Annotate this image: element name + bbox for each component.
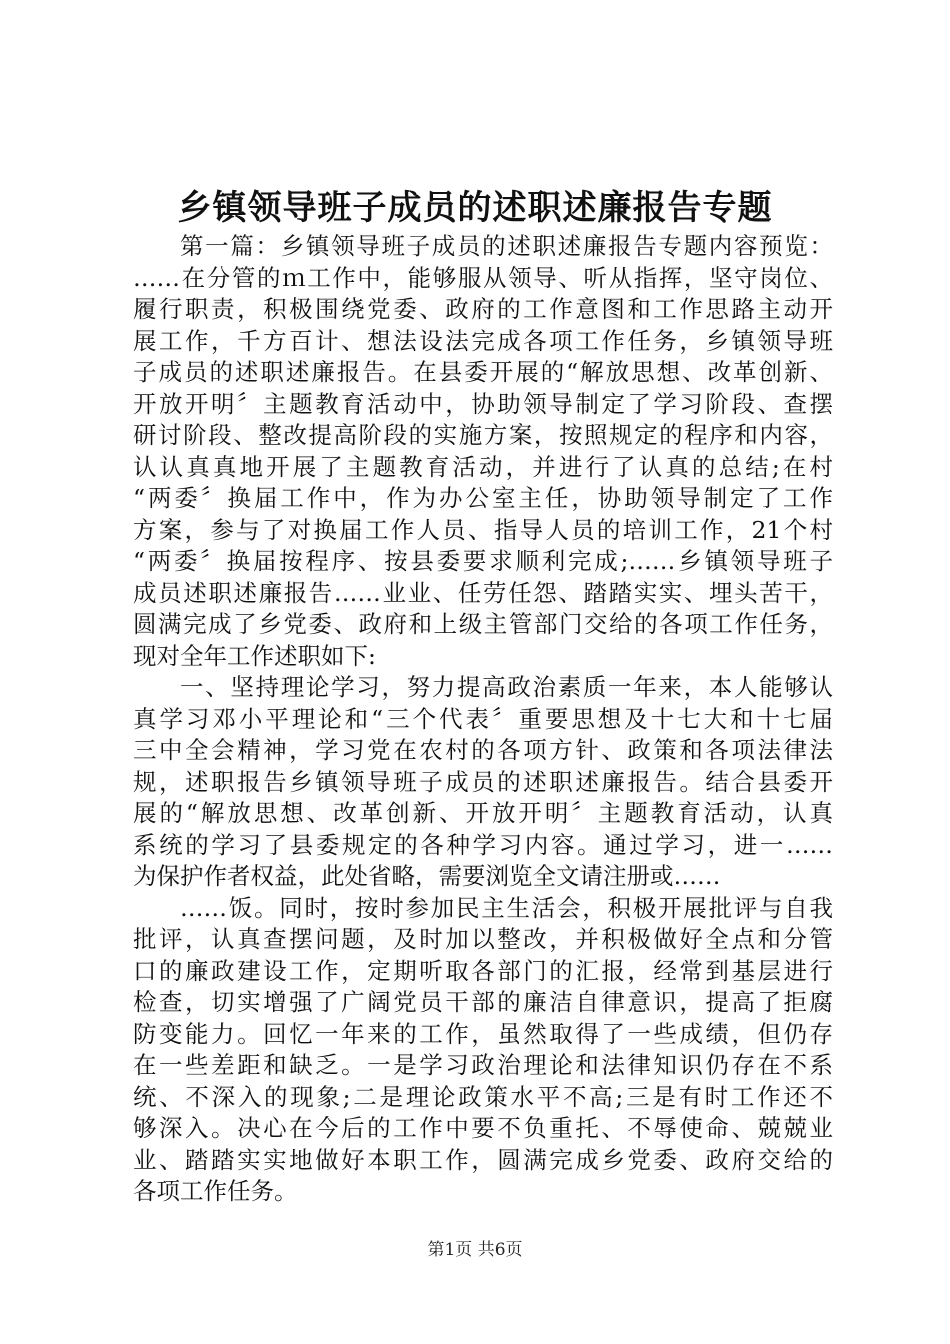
paragraph-line: 子成员的述职述廉报告。在县委开展的“解放思想、改革创新、 [133, 358, 833, 386]
paragraph-line: 成员述职述廉报告……业业、任劳任怨、踏踏实实、埋头苦干， [133, 578, 833, 607]
paragraph-line: 开放开明〞主题教育活动中，协助领导制定了学习阶段、查摆 [133, 389, 833, 418]
paragraph-line: 规，述职报告乡镇领导班子成员的述职述廉报告。结合县委开 [133, 767, 833, 796]
paragraph-line: 统、不深入的现象;二是理论政策水平不高;三是有时工作还不 [133, 1082, 833, 1111]
paragraph-line: 研讨阶段、整改提高阶段的实施方案，按照规定的程序和内容， [133, 421, 833, 449]
paragraph-line: 口的廉政建设工作，定期听取各部门的汇报，经常到基层进行 [133, 956, 833, 985]
paragraph-line: 认认真真地开展了主题教育活动，并进行了认真的总结;在村 [133, 452, 833, 481]
paragraph-line: 防变能力。回忆一年来的工作，虽然取得了一些成绩，但仍存 [133, 1019, 833, 1048]
paragraph-line: 履行职责，积极围绕党委、政府的工作意图和工作思路主动开 [133, 295, 833, 323]
paragraph-line: 圆满完成了乡党委、政府和上级主管部门交给的各项工作任务， [133, 610, 833, 638]
page-number-footer: 第1页 共6页 [427, 1240, 523, 1260]
paragraph-line: ……在分管的ｍ工作中，能够服从领导、听从指挥，坚守岗位、 [133, 263, 833, 292]
paragraph-line: 现对全年工作述职如下: [133, 641, 376, 670]
document-body [133, 231, 833, 1208]
paragraph-line: “两委〞换届工作中，作为办公室主任，协助领导制定了工作 [133, 484, 833, 512]
paragraph-line: 在一些差距和缺乏。一是学习政治理论和法律知识仍存在不系 [133, 1051, 833, 1079]
paragraph-line: “两委〞换届按程序、按县委要求顺利完成;……乡镇领导班子 [133, 547, 833, 575]
paragraph-line: 展工作，千方百计、想法设法完成各项工作任务，乡镇领导班 [133, 326, 833, 355]
paragraph-line: ……饭。同时，按时参加民主生活会，积极开展批评与自我 [180, 893, 833, 922]
paragraph-line: 方案，参与了对换届工作人员、指导人员的培训工作，21个村 [133, 515, 833, 544]
paragraph-line: 三中全会精神，学习党在农村的各项方针、政策和各项法律法 [133, 736, 833, 764]
paragraph-line: 各项工作任务。 [133, 1177, 298, 1205]
paragraph-line: 业、踏踏实实地做好本职工作，圆满完成乡党委、政府交给的 [133, 1145, 833, 1174]
paragraph-line: 一、坚持理论学习，努力提高政治素质一年来，本人能够认 [180, 673, 833, 701]
paragraph-line: 真学习邓小平理论和“三个代表〞重要思想及十七大和十七届 [133, 704, 833, 733]
paragraph-line: 系统的学习了县委规定的各种学习内容。通过学习，进一…… [133, 830, 833, 859]
paragraph-line: 批评，认真查摆问题，及时加以整改，并积极做好全点和分管 [133, 925, 833, 953]
paragraph-line: 够深入。决心在今后的工作中要不负重托、不辱使命、兢兢业 [133, 1114, 833, 1142]
paragraph-line: 展的“解放思想、改革创新、开放开明〞主题教育活动，认真 [133, 799, 833, 827]
paragraph-line: 第一篇：乡镇领导班子成员的述职述廉报告专题内容预览： [180, 232, 833, 260]
document-title: 乡镇领导班子成员的述职述廉报告专题 [177, 188, 773, 228]
paragraph-line: 检查，切实增强了广阔党员干部的廉洁自律意识，提高了拒腐 [133, 988, 833, 1016]
paragraph-line: 为保护作者权益，此处省略，需要浏览全文请注册或…… [133, 862, 721, 890]
